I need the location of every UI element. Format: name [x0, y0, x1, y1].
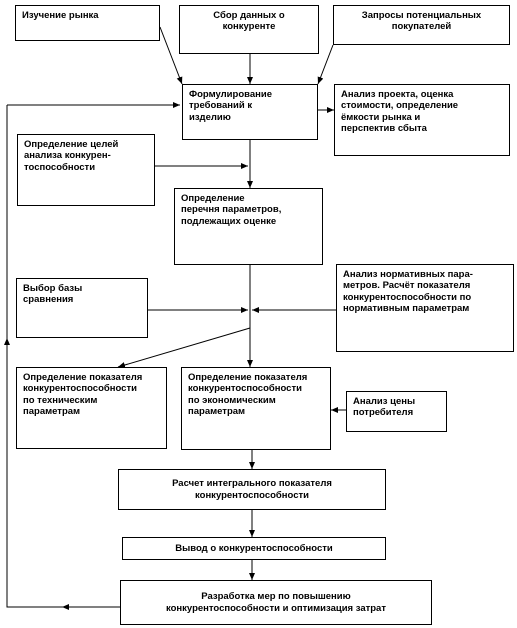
box-analysis-goals-label: Определение целей анализа конкурен- тоспособности	[24, 139, 119, 173]
box-economic-indicator	[181, 367, 331, 450]
box-analysis-goals	[17, 134, 155, 206]
box-parameters-list	[174, 188, 323, 265]
box-buyer-requests	[333, 5, 510, 45]
box-formulate-requirements	[182, 84, 318, 140]
box-parameters-list-label: Определение перечня параметров, подлежащих оценке	[181, 193, 282, 227]
box-integral-indicator	[118, 469, 386, 510]
box-measures	[120, 580, 432, 625]
box-consumer-price	[346, 391, 447, 432]
box-project-analysis-label: Анализ проекта, оценка стоимости, определение ёмкости рынка и перспектив сбыта	[341, 89, 459, 135]
box-economic-indicator-label: Определение показателя конкурентоспособности по экономическим параметрам	[188, 372, 308, 418]
box-comparison-base-label: Выбор базы сравнения	[23, 283, 83, 306]
box-competitor-data	[179, 5, 319, 54]
box-formulate-requirements-label: Формулирование требований к изделию	[189, 89, 272, 123]
box-integral-indicator-label: Расчет интегрального показателя конкурентоспособности	[172, 478, 332, 501]
box-market-study	[15, 5, 160, 41]
box-technical-indicator-label: Определение показателя конкурентоспособности по техническим параметрам	[23, 372, 143, 418]
box-measures-label: Разработка мер по повышению конкурентоспособности и оптимизация затрат	[166, 591, 386, 614]
box-consumer-price-label: Анализ цены потребителя	[353, 396, 416, 419]
box-competitor-data-label: Сбор данных о конкуренте	[213, 10, 285, 33]
box-conclusion	[122, 537, 386, 560]
box-conclusion-label: Вывод о конкурентоспособности	[175, 542, 333, 554]
box-normative-analysis-label: Анализ нормативных пара- метров. Расчёт показателя конкурентоспособности по нормативным параметрам	[343, 269, 473, 315]
arrow-buyers-to-requirements	[318, 45, 333, 84]
box-comparison-base	[16, 278, 148, 338]
box-normative-analysis	[336, 264, 514, 352]
box-market-study-label: Изучение рынка	[22, 10, 99, 21]
box-technical-indicator	[16, 367, 167, 449]
box-project-analysis	[334, 84, 510, 156]
box-buyer-requests-label: Запросы потенциальных покупателей	[361, 10, 482, 33]
